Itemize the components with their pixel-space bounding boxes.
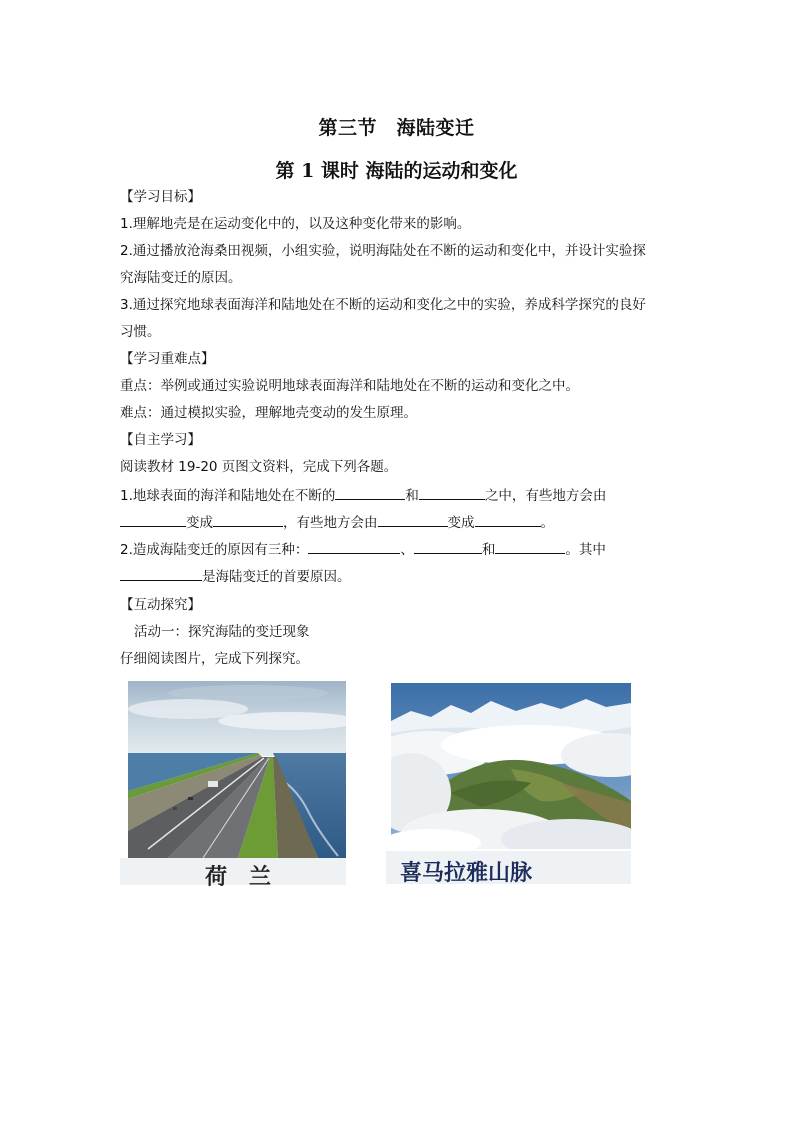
netherlands-dike-photo <box>128 681 346 858</box>
answer-blank[interactable] <box>308 539 400 554</box>
question-text: 和 <box>481 542 496 558</box>
goal-1: 1.理解地壳是在运动变化中的，以及这种变化带来的影响。 <box>120 216 471 232</box>
goal-2-line-1: 2.通过播放沧海桑田视频，小组实验，说明海陆处在不断的运动和变化中，并设计实验探 <box>120 243 646 259</box>
inquiry-header: 【互动探究】 <box>120 597 201 613</box>
question-2-line-2 <box>120 566 351 587</box>
answer-blank[interactable] <box>414 539 482 554</box>
answer-blank[interactable] <box>495 539 565 554</box>
himalaya-photo <box>391 683 631 849</box>
question-text: 1.地球表面的海洋和陆地处在不断的 <box>120 488 336 504</box>
key-point: 重点：举例或通过实验说明地球表面海洋和陆地处在不断的运动和变化之中。 <box>120 378 579 394</box>
question-text: 是海陆变迁的首要原因。 <box>202 569 351 585</box>
question-2-line-1 <box>120 539 606 560</box>
himalaya-caption: 喜马拉雅山脉 <box>400 860 533 886</box>
question-text: 之中，有些地方会由 <box>484 488 607 504</box>
goal-3-line-1: 3.通过探究地球表面海洋和陆地处在不断的运动和变化之中的实验，养成科学探究的良好 <box>120 297 646 313</box>
answer-blank[interactable] <box>120 566 202 581</box>
question-text: 变成 <box>186 515 213 531</box>
netherlands-caption: 荷 兰 <box>204 864 271 890</box>
key-points-header: 【学习重难点】 <box>120 351 215 367</box>
answer-blank[interactable] <box>213 512 283 527</box>
question-text: 2.造成海陆变迁的原因有三种： <box>120 542 309 558</box>
self-study-header: 【自主学习】 <box>120 432 201 448</box>
activity-1-instruction: 仔细阅读图片，完成下列探究。 <box>120 651 309 667</box>
answer-blank[interactable] <box>419 485 485 500</box>
question-text: 和 <box>405 488 419 504</box>
answer-blank[interactable] <box>378 512 448 527</box>
section-title: 第三节 海陆变迁 <box>318 117 475 139</box>
answer-blank[interactable] <box>475 512 541 527</box>
question-text: 。其中 <box>565 542 606 558</box>
answer-blank[interactable] <box>120 512 186 527</box>
question-1-line-1 <box>120 485 606 506</box>
question-text: ，有些地方会由 <box>283 515 378 531</box>
question-1-line-2 <box>120 512 554 533</box>
goal-2-line-2: 究海陆变迁的原因。 <box>120 270 242 286</box>
goals-header: 【学习目标】 <box>120 189 201 205</box>
question-text: 。 <box>540 515 554 531</box>
activity-1-title: 活动一：探究海陆的变迁现象 <box>134 624 310 640</box>
self-study-intro: 阅读教材 19-20 页图文资料，完成下列各题。 <box>120 459 398 475</box>
answer-blank[interactable] <box>335 485 405 500</box>
question-text: 、 <box>400 542 414 558</box>
goal-3-line-2: 习惯。 <box>120 324 161 340</box>
question-text: 变成 <box>447 515 475 531</box>
difficult-point: 难点：通过模拟实验，理解地壳变动的发生原理。 <box>120 405 417 421</box>
lesson-title: 第 1 课时 海陆的运动和变化 <box>275 160 518 182</box>
